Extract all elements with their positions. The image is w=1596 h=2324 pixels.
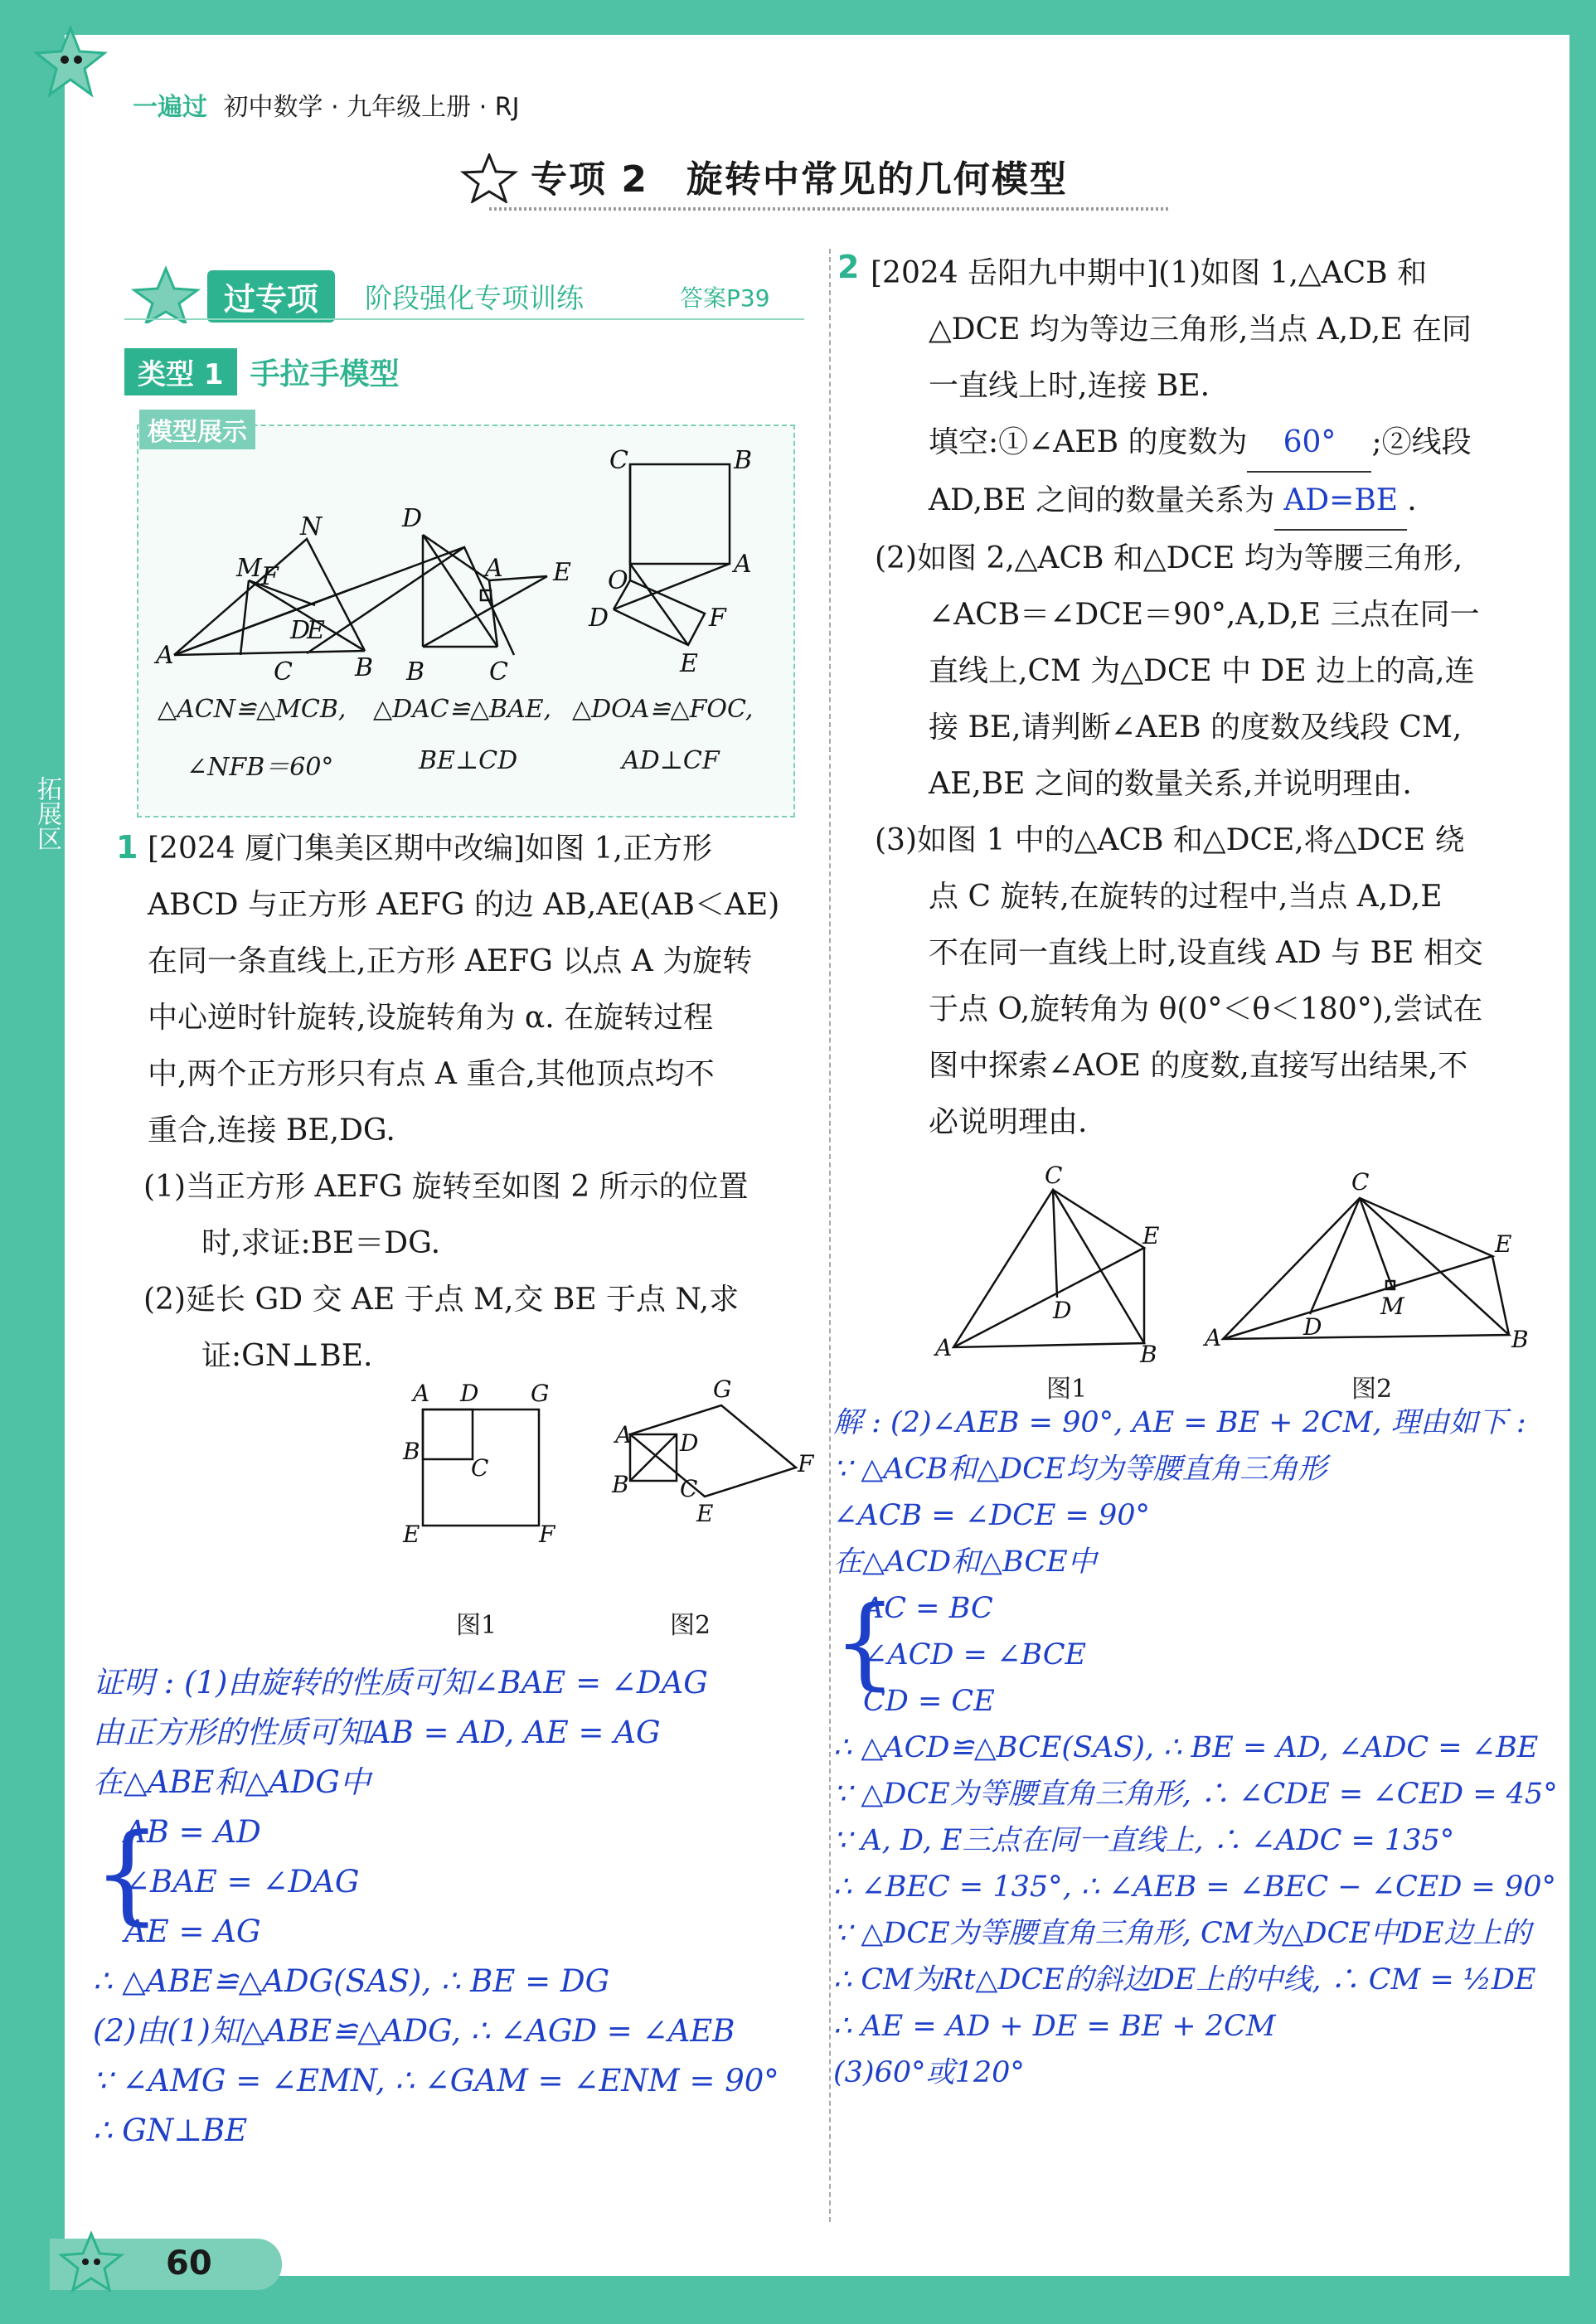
answer-reference: 答案P39 xyxy=(680,284,770,312)
q1-line: 时,求证:BE＝DG. xyxy=(201,1226,441,1260)
svg-text:C: C xyxy=(489,657,508,687)
question-2-body xyxy=(871,245,1483,1151)
q1-line: 重合,连接 BE,DG. xyxy=(148,1113,395,1147)
q2-line: [2024 岳阳九中期中](1)如图 1,△ACB 和 xyxy=(871,256,1428,290)
model-caption-1a: △ACN≌△MCB, xyxy=(158,695,347,724)
sol2-line: 解 : (2)∠AEB = 90°, AE = BE + 2CM, 理由如下 : xyxy=(833,1406,1526,1439)
svg-text:N: N xyxy=(300,512,323,541)
question-1-figures xyxy=(390,1376,821,1592)
sol1-line: (2)由(1)知△ABE≌△ADG, ∴ ∠AGD = ∠AEB xyxy=(93,2013,735,2049)
section-banner xyxy=(124,265,804,322)
sol2-line: (3)60°或120° xyxy=(833,2056,1025,2089)
banner-tag: 过专项 xyxy=(207,270,335,323)
sol2-line: ∵ △DCE为等腰直角三角形, ∴ ∠CDE = ∠CED = 45° xyxy=(833,1778,1558,1811)
mascot-star-icon xyxy=(33,25,108,99)
svg-text:M: M xyxy=(236,554,262,583)
q2-figure-1 xyxy=(953,1190,1144,1347)
q2-figure-1-labels xyxy=(933,1165,1159,1364)
model-figure-1-labels xyxy=(153,512,373,687)
q2-p3-line: 图中探索∠AOE 的度数,直接写出结果,不 xyxy=(929,1049,1468,1083)
svg-text:E: E xyxy=(680,649,698,678)
type-badge: 类型 1 xyxy=(124,348,237,395)
q1-figure-2-labels xyxy=(611,1376,815,1527)
q1-fig1-caption: 图1 xyxy=(456,1611,497,1640)
brace-icon: { xyxy=(93,1810,162,1936)
model-caption-1b: ∠NFB＝60° xyxy=(187,753,334,782)
q1-line: 在同一条直线上,正方形 AEFG 以点 A 为旋转 xyxy=(148,944,753,978)
banner-subtitle: 阶段强化专项训练 xyxy=(365,282,584,314)
svg-text:C: C xyxy=(680,1475,698,1502)
star-badge-icon xyxy=(460,153,518,203)
q2-p3-line: 于点 O,旋转角为 θ(0°＜θ＜180°),尝试在 xyxy=(929,992,1483,1026)
q2-fig1-caption: 图1 xyxy=(1046,1375,1088,1404)
svg-text:E: E xyxy=(403,1521,420,1548)
q2-fill-end: . xyxy=(1407,483,1417,517)
column-separator xyxy=(829,249,831,2222)
svg-text:E: E xyxy=(307,616,325,645)
type-name: 手拉手模型 xyxy=(250,357,400,391)
series-info: 初中数学 · 九年级上册 · RJ xyxy=(223,93,520,122)
q1-fig2-caption: 图2 xyxy=(670,1611,711,1640)
model-caption-2a: △DAC≌△BAE, xyxy=(373,695,552,724)
model-figures xyxy=(149,448,779,696)
sol2-line: ∴ AE = AD + DE = BE + 2CM xyxy=(833,2010,1276,2043)
q2-fill-prefix: 填空:①∠AEB 的度数为 xyxy=(929,425,1248,459)
sol2-line: ∴ ∠BEC = 135°, ∴ ∠AEB = ∠BEC − ∠CED = 90° xyxy=(833,1870,1557,1904)
answer-blank-2[interactable]: AD=BE xyxy=(1274,473,1407,531)
page-number: 60 xyxy=(166,2244,212,2283)
question-2-figures xyxy=(929,1165,1542,1364)
sol2-sys-2: ∠ACD = ∠BCE xyxy=(863,1638,1087,1671)
q2-p2-line: ∠ACB＝∠DCE＝90°,A,D,E 三点在同一 xyxy=(929,598,1480,632)
brace-icon: { xyxy=(833,1585,897,1701)
sol2-sys-1: AC = BC xyxy=(863,1592,993,1625)
svg-text:B: B xyxy=(355,653,374,682)
sol2-line: 在△ACD和△BCE中 xyxy=(833,1545,1097,1579)
svg-text:D: D xyxy=(1053,1297,1072,1324)
sol1-sys-1: AB = AD xyxy=(124,1814,261,1850)
q2-figure-2 xyxy=(1223,1198,1512,1339)
sol2-sys-3: CD = CE xyxy=(863,1685,995,1718)
q2-p2-line: AE,BE 之间的数量关系,并说明理由. xyxy=(929,767,1412,801)
svg-text:C: C xyxy=(274,657,293,687)
svg-text:O: O xyxy=(608,566,628,595)
mascot-icon xyxy=(124,265,207,323)
svg-text:E: E xyxy=(696,1500,714,1527)
svg-text:C: C xyxy=(1351,1168,1370,1196)
svg-text:A: A xyxy=(1205,1324,1222,1351)
svg-text:A: A xyxy=(734,550,752,579)
svg-text:F: F xyxy=(798,1450,814,1477)
svg-text:E: E xyxy=(1142,1222,1160,1249)
q2-p2-line: 直线上,CM 为△DCE 中 DE 边上的高,连 xyxy=(929,654,1475,688)
svg-text:F: F xyxy=(709,604,726,633)
sol1-line: 证明 : (1)由旋转的性质可知∠BAE = ∠DAG xyxy=(93,1665,708,1701)
q1-line: 中心逆时针旋转,设旋转角为 α. 在旋转过程 xyxy=(148,1001,714,1035)
svg-text:F: F xyxy=(539,1521,555,1548)
sol2-line: ∴ CM为Rt△DCE的斜边DE上的中线, ∴ CM = ½DE xyxy=(833,1963,1536,1997)
q2-p3-line: (3)如图 1 中的△ACB 和△DCE,将△DCE 绕 xyxy=(875,823,1465,857)
model-caption-3b: AD⊥CF xyxy=(622,746,720,775)
mascot-footer-icon xyxy=(58,2230,124,2297)
svg-text:B: B xyxy=(734,448,753,475)
brand-logo: 一遍过 xyxy=(133,93,207,122)
svg-text:D: D xyxy=(1303,1313,1322,1341)
svg-text:F: F xyxy=(261,562,279,591)
q1-figure-2 xyxy=(630,1405,796,1497)
sol2-line: ∵ △ACB和△DCE均为等腰直角三角形 xyxy=(833,1453,1327,1486)
svg-text:B: B xyxy=(406,657,425,687)
svg-text:B: B xyxy=(403,1438,420,1465)
side-tab-label: 拓展区 xyxy=(32,776,61,851)
solution-1 xyxy=(93,1658,779,2156)
sol2-line: ∵ △DCE为等腰直角三角形, CM为△DCE中DE边上的 xyxy=(833,1917,1531,1950)
q2-line: △DCE 均为等边三角形,当点 A,D,E 在同 xyxy=(929,313,1472,347)
svg-text:B: B xyxy=(1140,1341,1157,1364)
banner-underline xyxy=(124,318,804,320)
svg-text:C: C xyxy=(609,448,628,475)
sol2-system xyxy=(833,1585,1558,1725)
svg-text:E: E xyxy=(553,558,571,587)
question-1-body xyxy=(143,821,780,1385)
svg-text:D: D xyxy=(402,504,423,533)
svg-text:C: C xyxy=(471,1454,489,1482)
q1-line: 中,两个正方形只有点 A 重合,其他顶点均不 xyxy=(148,1057,715,1091)
question-1-number: 1 xyxy=(116,829,138,866)
svg-text:A: A xyxy=(935,1334,953,1361)
q2-fill-row-2 xyxy=(929,473,1483,531)
sol1-line: 由正方形的性质可知AB = AD, AE = AG xyxy=(93,1715,661,1750)
svg-text:E: E xyxy=(1495,1230,1512,1258)
svg-text:A: A xyxy=(485,554,503,583)
q2-p3-line: 必说明理由. xyxy=(929,1105,1088,1139)
sol2-line: ∵ A, D, E三点在同一直线上, ∴ ∠ADC = 135° xyxy=(833,1824,1455,1857)
sol2-line: ∴ △ACD≌△BCE(SAS), ∴ BE = AD, ∠ADC = ∠BE xyxy=(833,1731,1539,1764)
title-rule xyxy=(489,207,1169,211)
svg-text:A: A xyxy=(156,641,174,670)
sol1-sys-3: AE = AG xyxy=(124,1914,261,1949)
q2-fill-row-1 xyxy=(929,415,1483,473)
svg-text:G: G xyxy=(713,1376,732,1403)
svg-text:A: A xyxy=(413,1380,430,1407)
svg-text:D: D xyxy=(460,1380,479,1407)
model-caption-3a: △DOA≌△FOC, xyxy=(572,695,754,724)
q1-line: 证:GN⊥BE. xyxy=(201,1339,373,1373)
q2-p2-line: (2)如图 2,△ACB 和△DCE 均为等腰三角形, xyxy=(875,541,1463,575)
frame-top xyxy=(0,0,1596,35)
model-figure-2 xyxy=(423,535,547,647)
sol1-line: ∴ △ABE≌△ADG(SAS), ∴ BE = DG xyxy=(93,1963,610,1999)
series-header xyxy=(133,86,519,123)
q2-p3-line: 点 C 旋转,在旋转的过程中,当点 A,D,E xyxy=(929,880,1443,914)
answer-blank-1[interactable]: 60° xyxy=(1247,415,1371,473)
svg-text:B: B xyxy=(1511,1326,1529,1353)
svg-text:M: M xyxy=(1380,1293,1404,1320)
sol1-line: ∴ GN⊥BE xyxy=(93,2113,248,2148)
svg-text:A: A xyxy=(615,1421,633,1448)
page-title: 专项 2 旋转中常见的几何模型 xyxy=(531,158,1068,201)
frame-right xyxy=(1569,0,1596,2324)
svg-text:G: G xyxy=(531,1380,550,1407)
model-label: 模型展示 xyxy=(139,410,255,449)
model-caption-2b: BE⊥CD xyxy=(419,746,518,775)
solution-2 xyxy=(833,1400,1558,2096)
svg-text:B: B xyxy=(612,1471,629,1498)
sol1-line: ∵ ∠AMG = ∠EMN, ∴ ∠GAM = ∠ENM = 90° xyxy=(93,2063,779,2098)
q1-line: ABCD 与正方形 AEFG 的边 AB,AE(AB＜AE) xyxy=(148,888,780,922)
q2-fill-prefix-2: AD,BE 之间的数量关系为 xyxy=(929,483,1275,517)
svg-text:C: C xyxy=(1045,1165,1063,1189)
q2-fig2-caption: 图2 xyxy=(1351,1375,1393,1404)
q1-line: [2024 厦门集美区期中改编]如图 1,正方形 xyxy=(148,832,712,866)
sol2-line: ∠ACB = ∠DCE = 90° xyxy=(833,1499,1151,1532)
frame-left xyxy=(0,0,65,2324)
q1-line: (1)当正方形 AEFG 旋转至如图 2 所示的位置 xyxy=(143,1170,749,1204)
q1-figure-1-labels xyxy=(402,1380,556,1548)
svg-text:D: D xyxy=(290,616,311,645)
q2-p2-line: 接 BE,请判断∠AEB 的度数及线段 CM, xyxy=(929,711,1463,745)
question-2-number: 2 xyxy=(837,249,860,285)
type-heading xyxy=(124,348,400,395)
q2-fill-mid: ;②线段 xyxy=(1371,425,1472,459)
sol1-line: 在△ABE和△ADG中 xyxy=(93,1764,371,1800)
svg-text:D: D xyxy=(680,1429,699,1457)
sol1-system xyxy=(93,1807,779,1957)
q2-p3-line: 不在同一直线上时,设直线 AD 与 BE 相交 xyxy=(929,936,1483,970)
side-tab-extension xyxy=(28,771,65,917)
q2-line: 一直线上时,连接 BE. xyxy=(929,369,1210,403)
svg-text:D: D xyxy=(589,604,609,633)
sol1-sys-2: ∠BAE = ∠DAG xyxy=(124,1864,360,1899)
q1-line: (2)延长 GD 交 AE 于点 M,交 BE 于点 N,求 xyxy=(143,1283,740,1317)
